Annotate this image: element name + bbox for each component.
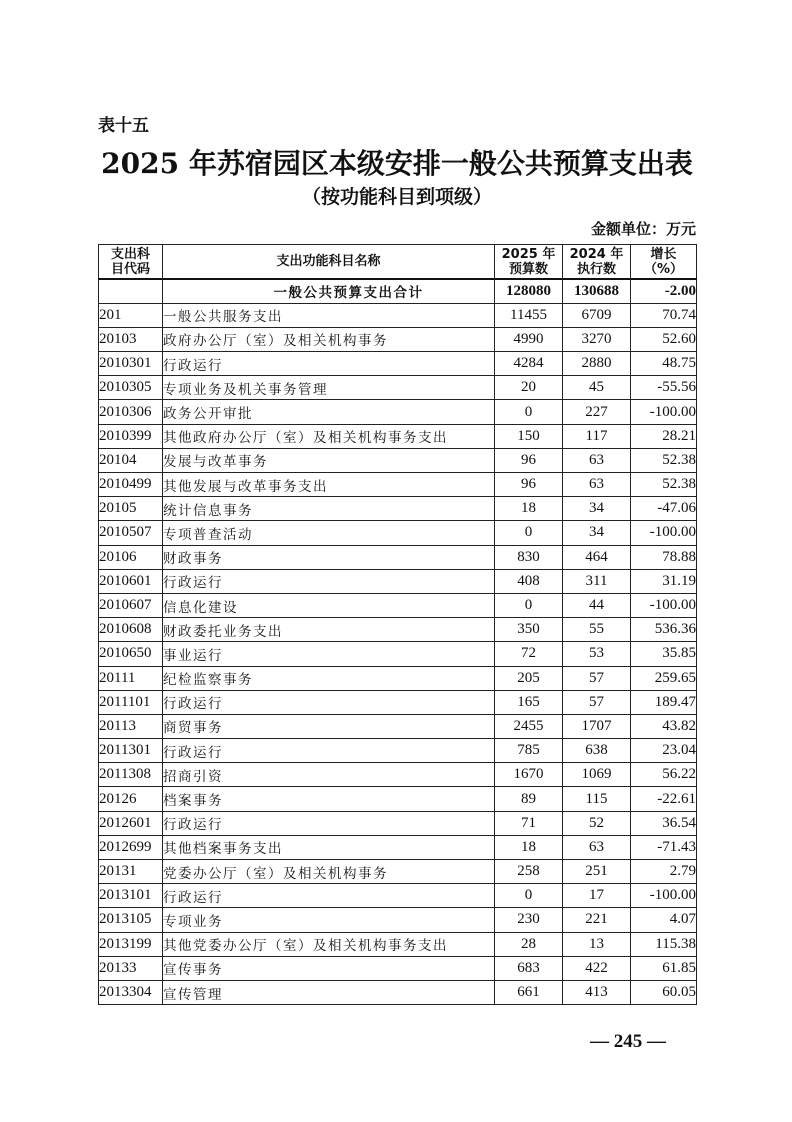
growth-cell: 56.22 [631, 763, 697, 787]
actual-cell: 6709 [563, 303, 631, 327]
growth-cell: 48.75 [631, 352, 697, 376]
budget-cell: 785 [495, 739, 563, 763]
budget-cell: 0 [495, 593, 563, 617]
budget-cell: 4990 [495, 327, 563, 351]
actual-cell: 311 [563, 569, 631, 593]
name-cell: 专项业务 [163, 908, 495, 932]
growth-cell: -71.43 [631, 835, 697, 859]
name-cell: 财政事务 [163, 545, 495, 569]
budget-cell: 18 [495, 497, 563, 521]
name-cell: 其他档案事务支出 [163, 835, 495, 859]
actual-cell: 422 [563, 956, 631, 980]
growth-cell: 52.38 [631, 473, 697, 497]
page-number: — 245 — [590, 1031, 666, 1052]
actual-cell: 57 [563, 666, 631, 690]
table-row [99, 352, 697, 376]
code-cell: 2010608 [99, 618, 163, 642]
name-cell: 其他党委办公厅（室）及相关机构事务支出 [163, 932, 495, 956]
table-row [99, 714, 697, 738]
actual-cell: 413 [563, 980, 631, 1004]
budget-cell: 2455 [495, 714, 563, 738]
table-row [99, 860, 697, 884]
table-row [99, 763, 697, 787]
name-cell: 党委办公厅（室）及相关机构事务 [163, 860, 495, 884]
table-row [99, 642, 697, 666]
name-cell: 统计信息事务 [163, 497, 495, 521]
budget-cell: 0 [495, 884, 563, 908]
growth-cell: 70.74 [631, 303, 697, 327]
code-cell: 20106 [99, 545, 163, 569]
table-row [99, 908, 697, 932]
growth-cell: 115.38 [631, 932, 697, 956]
code-cell: 201 [99, 303, 163, 327]
growth-cell: 31.19 [631, 569, 697, 593]
budget-cell: 128080 [495, 279, 563, 303]
table-row [99, 424, 697, 448]
table-row [99, 521, 697, 545]
name-cell: 财政委托业务支出 [163, 618, 495, 642]
growth-cell: 2.79 [631, 860, 697, 884]
name-cell: 发展与改革事务 [163, 448, 495, 472]
name-cell: 商贸事务 [163, 714, 495, 738]
growth-cell: 35.85 [631, 642, 697, 666]
actual-cell: 130688 [563, 279, 631, 303]
table-row [99, 811, 697, 835]
name-cell: 行政运行 [163, 569, 495, 593]
code-cell: 20104 [99, 448, 163, 472]
table-row [99, 739, 697, 763]
page-title: 2025 年苏宿园区本级安排一般公共预算支出表 [101, 147, 693, 180]
growth-cell: 28.21 [631, 424, 697, 448]
budget-cell: 72 [495, 642, 563, 666]
code-cell: 20126 [99, 787, 163, 811]
code-cell: 2010305 [99, 376, 163, 400]
budget-cell: 96 [495, 473, 563, 497]
name-cell: 政府办公厅（室）及相关机构事务 [163, 327, 495, 351]
name-cell: 宣传管理 [163, 980, 495, 1004]
code-cell: 2010601 [99, 569, 163, 593]
growth-cell: -100.00 [631, 593, 697, 617]
code-cell: 20111 [99, 666, 163, 690]
table-row [99, 448, 697, 472]
name-cell: 专项业务及机关事务管理 [163, 376, 495, 400]
code-cell: 2010650 [99, 642, 163, 666]
actual-cell: 63 [563, 448, 631, 472]
code-cell: 20103 [99, 327, 163, 351]
actual-cell: 1069 [563, 763, 631, 787]
growth-cell: 52.60 [631, 327, 697, 351]
name-cell: 一般公共预算支出合计 [163, 279, 495, 303]
name-cell: 专项普查活动 [163, 521, 495, 545]
table-row [99, 956, 697, 980]
budget-cell: 89 [495, 787, 563, 811]
table-header-row [99, 245, 697, 280]
growth-cell: 78.88 [631, 545, 697, 569]
column-header-name: 支出功能科目名称 [163, 245, 495, 280]
page-subtitle: （按功能科目到项级） [301, 186, 492, 208]
growth-cell: 36.54 [631, 811, 697, 835]
table-row [99, 497, 697, 521]
growth-cell: 189.47 [631, 690, 697, 714]
actual-cell: 117 [563, 424, 631, 448]
budget-cell: 0 [495, 400, 563, 424]
budget-cell: 96 [495, 448, 563, 472]
code-cell: 2012699 [99, 835, 163, 859]
growth-cell: 61.85 [631, 956, 697, 980]
growth-cell: -47.06 [631, 497, 697, 521]
code-cell: 2013105 [99, 908, 163, 932]
growth-cell: 536.36 [631, 618, 697, 642]
growth-cell: -2.00 [631, 279, 697, 303]
table-row [99, 400, 697, 424]
code-cell: 2013199 [99, 932, 163, 956]
code-cell: 2011101 [99, 690, 163, 714]
actual-cell: 17 [563, 884, 631, 908]
code-cell: 2010507 [99, 521, 163, 545]
name-cell: 行政运行 [163, 811, 495, 835]
budget-cell: 230 [495, 908, 563, 932]
table-row [99, 618, 697, 642]
name-cell: 纪检监察事务 [163, 666, 495, 690]
actual-cell: 115 [563, 787, 631, 811]
column-header-actual: 2024 年 执行数 [563, 245, 631, 280]
table-row [99, 376, 697, 400]
name-cell: 行政运行 [163, 884, 495, 908]
table-row [99, 932, 697, 956]
code-cell: 2012601 [99, 811, 163, 835]
growth-cell: -55.56 [631, 376, 697, 400]
budget-cell: 28 [495, 932, 563, 956]
table-row [99, 303, 697, 327]
table-row [99, 569, 697, 593]
actual-cell: 55 [563, 618, 631, 642]
column-header-code: 支出科 目代码 [99, 245, 163, 280]
code-cell: 2010306 [99, 400, 163, 424]
unit-label: 金额单位：万元 [590, 220, 696, 238]
code-cell: 20105 [99, 497, 163, 521]
table-row [99, 787, 697, 811]
code-cell: 2010607 [99, 593, 163, 617]
table-total-row [99, 279, 697, 303]
budget-cell: 20 [495, 376, 563, 400]
name-cell: 信息化建设 [163, 593, 495, 617]
budget-cell: 165 [495, 690, 563, 714]
actual-cell: 464 [563, 545, 631, 569]
name-cell: 档案事务 [163, 787, 495, 811]
budget-cell: 683 [495, 956, 563, 980]
table-row [99, 545, 697, 569]
actual-cell: 251 [563, 860, 631, 884]
budget-cell: 11455 [495, 303, 563, 327]
budget-cell: 830 [495, 545, 563, 569]
table-row [99, 884, 697, 908]
growth-cell: 23.04 [631, 739, 697, 763]
budget-cell: 408 [495, 569, 563, 593]
growth-cell: 4.07 [631, 908, 697, 932]
actual-cell: 638 [563, 739, 631, 763]
growth-cell: -100.00 [631, 400, 697, 424]
actual-cell: 53 [563, 642, 631, 666]
budget-cell: 661 [495, 980, 563, 1004]
actual-cell: 63 [563, 835, 631, 859]
name-cell: 招商引资 [163, 763, 495, 787]
budget-cell: 258 [495, 860, 563, 884]
name-cell: 行政运行 [163, 739, 495, 763]
growth-cell: -100.00 [631, 884, 697, 908]
code-cell: 2011301 [99, 739, 163, 763]
actual-cell: 2880 [563, 352, 631, 376]
budget-cell: 0 [495, 521, 563, 545]
actual-cell: 57 [563, 690, 631, 714]
table-row [99, 690, 697, 714]
table-body [99, 279, 697, 1005]
code-cell: 2010499 [99, 473, 163, 497]
actual-cell: 63 [563, 473, 631, 497]
code-cell: 2010399 [99, 424, 163, 448]
actual-cell: 45 [563, 376, 631, 400]
budget-cell: 150 [495, 424, 563, 448]
name-cell: 宣传事务 [163, 956, 495, 980]
name-cell: 政务公开审批 [163, 400, 495, 424]
name-cell: 行政运行 [163, 352, 495, 376]
name-cell: 其他政府办公厅（室）及相关机构事务支出 [163, 424, 495, 448]
growth-cell: 259.65 [631, 666, 697, 690]
actual-cell: 44 [563, 593, 631, 617]
actual-cell: 1707 [563, 714, 631, 738]
actual-cell: 52 [563, 811, 631, 835]
budget-cell: 1670 [495, 763, 563, 787]
table-row [99, 835, 697, 859]
code-cell: 2013101 [99, 884, 163, 908]
code-cell: 20113 [99, 714, 163, 738]
column-header-budget: 2025 年 预算数 [495, 245, 563, 280]
actual-cell: 34 [563, 497, 631, 521]
code-cell [99, 279, 163, 303]
table-row [99, 327, 697, 351]
budget-table [98, 244, 697, 1005]
budget-cell: 71 [495, 811, 563, 835]
actual-cell: 227 [563, 400, 631, 424]
name-cell: 一般公共服务支出 [163, 303, 495, 327]
name-cell: 其他发展与改革事务支出 [163, 473, 495, 497]
name-cell: 事业运行 [163, 642, 495, 666]
actual-cell: 13 [563, 932, 631, 956]
table-label: 表十五 [98, 116, 149, 136]
code-cell: 2011308 [99, 763, 163, 787]
growth-cell: -22.61 [631, 787, 697, 811]
table-row [99, 593, 697, 617]
growth-cell: -100.00 [631, 521, 697, 545]
growth-cell: 52.38 [631, 448, 697, 472]
budget-cell: 205 [495, 666, 563, 690]
table-row [99, 473, 697, 497]
budget-cell: 18 [495, 835, 563, 859]
actual-cell: 34 [563, 521, 631, 545]
actual-cell: 221 [563, 908, 631, 932]
code-cell: 20131 [99, 860, 163, 884]
budget-cell: 4284 [495, 352, 563, 376]
code-cell: 20133 [99, 956, 163, 980]
name-cell: 行政运行 [163, 690, 495, 714]
growth-cell: 60.05 [631, 980, 697, 1004]
code-cell: 2010301 [99, 352, 163, 376]
budget-cell: 350 [495, 618, 563, 642]
column-header-growth: 增长 （%） [631, 245, 697, 280]
table-row [99, 666, 697, 690]
table-row [99, 980, 697, 1004]
actual-cell: 3270 [563, 327, 631, 351]
code-cell: 2013304 [99, 980, 163, 1004]
growth-cell: 43.82 [631, 714, 697, 738]
